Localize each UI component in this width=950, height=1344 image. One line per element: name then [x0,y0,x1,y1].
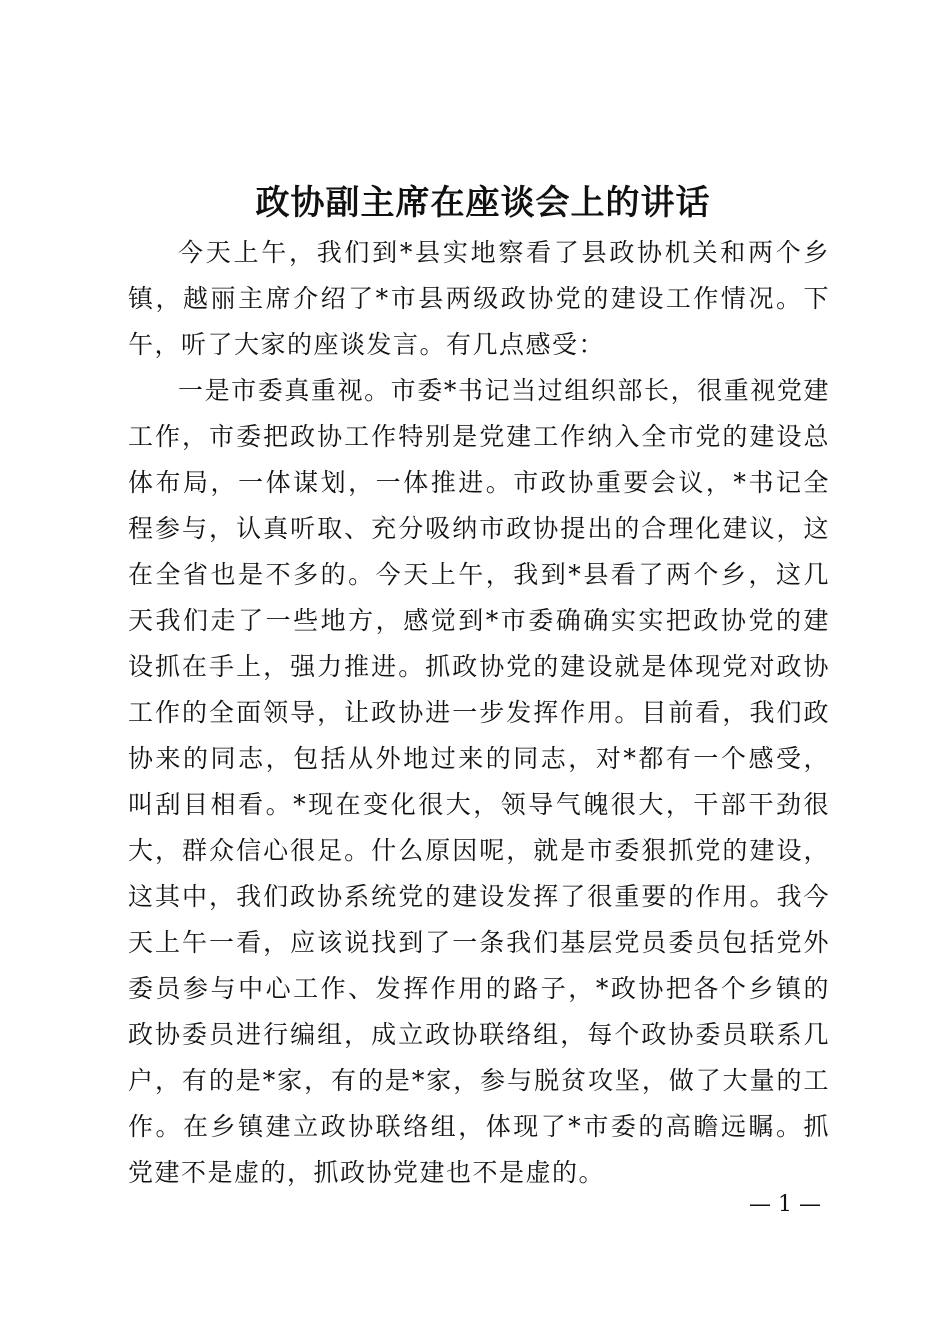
page-number: — 1 — [749,1192,821,1217]
document-title: 政协副主席在座谈会上的讲话 [255,183,711,223]
paragraph-point-one: 一是市委真重视。市委*书记当过组织部长，很重视党建工作，市委把政协工作特别是党建工作纳入全市党的建设总体布局，一体谋划，一体推进。市政协重要会议，*书记全程参与，认真听取、充分吸纳市政协提出的合理化建议，这在全省也是不多的。今天上午，我到*县看了两个乡，这几天我们走了一些地方，感觉到*市委确确实实把政协党的建设抓在手上，强力推进。抓政协党的建设就是体现党对政协工作的全面领导，让政协进一步发挥作用。目前看，我们政协来的同志，包括从外地过来的同志，对*都有一个感受，叫刮目相看。*现在变化很大，领导气魄很大，干部干劲很大，群众信心很足。什么原因呢，就是市委狠抓党的建设，这其中，我们政协系统党的建设发挥了很重要的作用。我今天上午一看，应该说找到了一条我们基层党员委员包括党外委员参与中心工作、发挥作用的路子，*政协把各个乡镇的政协委员进行编组，成立政协联络组，每个政协委员联系几户，有的是*家，有的是*家，参与脱贫攻坚，做了大量的工作。在乡镇建立政协联络组，体现了*市委的高瞻远瞩。抓党建不是虚的，抓政协党建也不是虚的。 [128,376,830,1187]
document-body [128,230,830,1196]
paragraph-intro: 今天上午，我们到*县实地察看了县政协机关和两个乡镇，越丽主席介绍了*市县两级政协党的建设工作情况。下午，听了大家的座谈发言。有几点感受： [128,238,830,359]
